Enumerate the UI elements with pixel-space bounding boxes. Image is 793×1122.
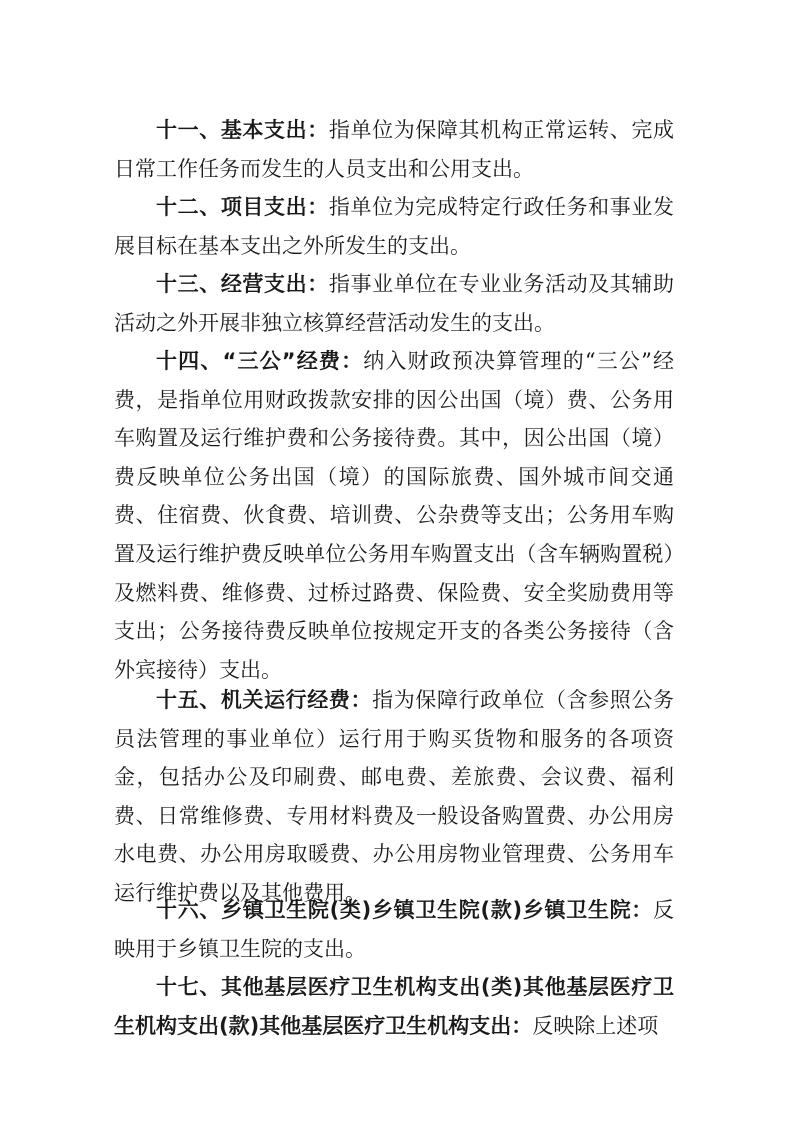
definition-text: 指为保障行政单位（含参照公务员法管理的事业单位）运行用于购买货物和服务的各项资金，包括办公及印刷费、邮电费、差旅费、会议费、福利费、日常维修费、专用材料费及一般设备购置费、办公用房水电费、办公用房取暖费、办公用房物业管理费、公务用车运行维护费以及其他费用。 xyxy=(114,688,675,905)
definition-paragraph xyxy=(114,111,674,188)
definition-paragraph xyxy=(114,968,674,1045)
definition-text: 指单位为保障其机构正常运转、完成日常工作任务而发生的人员支出和公用支出。 xyxy=(114,118,675,181)
definition-term: 十二、项目支出： xyxy=(156,195,329,219)
definition-paragraph xyxy=(114,342,674,689)
definition-term: 十七、其他基层医疗卫生机构支出(类)其他基层医疗卫生机构支出(款)其他基层医疗卫生机构支出： xyxy=(114,975,674,1038)
definition-term: 十一、基本支出： xyxy=(156,118,329,142)
definition-term: 十四、“三公”经费： xyxy=(156,349,364,373)
definition-text: 指事业单位在专业业务活动及其辅助活动之外开展非独立核算经营活动发生的支出。 xyxy=(114,272,675,335)
definition-paragraph xyxy=(114,265,674,342)
definition-paragraph xyxy=(114,891,674,968)
definition-text: 指单位为完成特定行政任务和事业发展目标在基本支出之外所发生的支出。 xyxy=(114,195,675,258)
definition-term: 十三、经营支出： xyxy=(156,272,329,296)
definition-term: 十五、机关运行经费： xyxy=(156,688,373,712)
definition-text: 纳入财政预决算管理的“三公”经费，是指单位用财政拨款安排的因公出国（境）费、公务用车购置及运行维护费和公务接待费。其中，因公出国（境）费反映单位公务出国（境）的国际旅费、国外城市间交通费、住宿费、伙食费、培训费、公杂费等支出；公务用车购置及运行维护费反映单位公务用车购置支出（含车辆购置税）及燃料费、维修费、过桥过路费、保险费、安全奖励费用等支出；公务接待费反映单位按规定开支的各类公务接待（含外宾接待）支出。 xyxy=(114,349,674,682)
definition-term: 十六、乡镇卫生院(类)乡镇卫生院(款)乡镇卫生院： xyxy=(156,898,653,922)
definition-text: 反映除上述项 xyxy=(532,1013,659,1038)
definition-text: 反映用于乡镇卫生院的支出。 xyxy=(114,898,674,961)
definition-paragraph xyxy=(114,681,674,913)
definition-paragraph xyxy=(114,188,674,265)
